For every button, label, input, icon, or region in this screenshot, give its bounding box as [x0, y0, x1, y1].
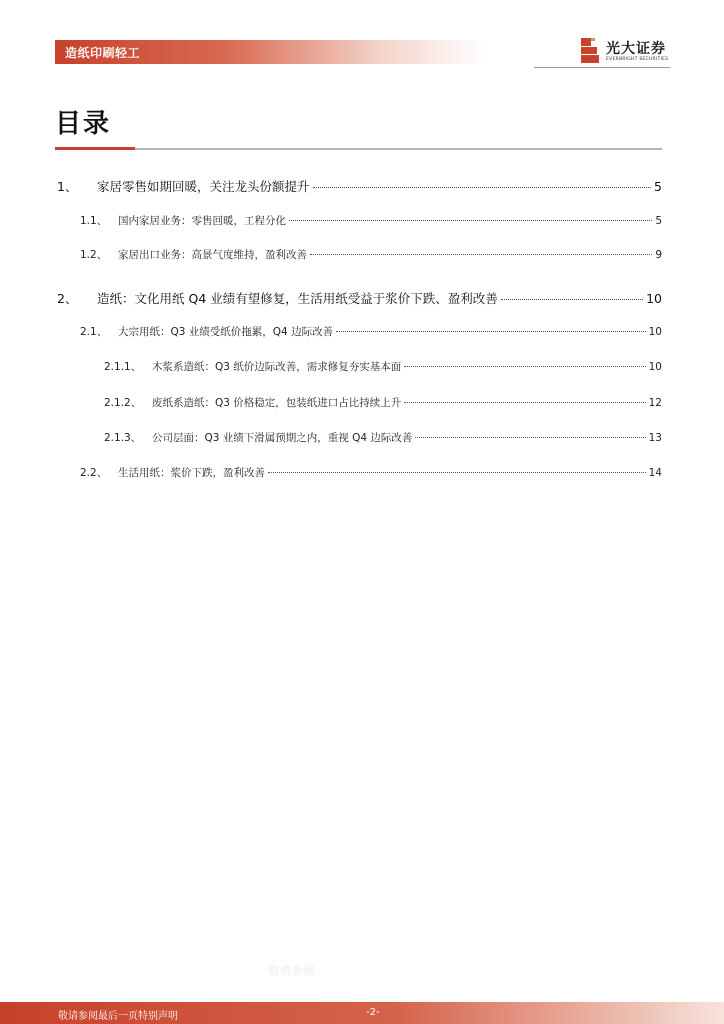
title-underline [135, 148, 662, 150]
header-section-label: 造纸印刷轻工 [65, 46, 141, 60]
toc-entry-page: 10 [648, 361, 662, 373]
toc-entry-number: 1、 [57, 179, 78, 194]
toc-leader-dots [268, 471, 646, 473]
toc-leader-dots [404, 401, 645, 403]
toc-entry-number: 2、 [57, 291, 78, 306]
toc-entry-title: 家居零售如期回暖，关注龙头份额提升 [97, 179, 310, 194]
toc-entry[interactable] [57, 177, 662, 195]
toc-entry-page: 9 [655, 249, 662, 261]
toc-entry-title: 国内家居业务：零售回暖，工程分化 [118, 215, 286, 227]
toc-entry-number: 2.1.2、 [104, 397, 142, 409]
toc-entry[interactable] [104, 395, 662, 410]
toc-entry[interactable] [80, 324, 662, 339]
header-divider [534, 67, 670, 68]
toc-leader-dots [310, 253, 652, 255]
toc-entry-page: 13 [648, 432, 662, 444]
toc-entry-page: 10 [646, 291, 662, 306]
header-section-band [55, 40, 485, 64]
toc-entry[interactable] [80, 247, 662, 262]
everbright-logo-icon [579, 37, 601, 65]
toc-leader-dots [501, 298, 643, 300]
toc-entry[interactable] [80, 213, 662, 228]
toc-entry-number: 1.2、 [80, 249, 108, 261]
toc-leader-dots [415, 436, 645, 438]
title-underline-accent [55, 147, 135, 150]
company-logo [579, 37, 671, 67]
toc-entry[interactable] [57, 289, 662, 307]
footer-disclaimer: 敬请参阅最后一页特别声明 [58, 1011, 178, 1022]
toc-entry-title: 废纸系造纸：Q3 价格稳定，包装纸进口占比持续上升 [152, 397, 402, 409]
toc-leader-dots [336, 330, 646, 332]
toc-leader-dots [313, 186, 652, 188]
toc-entry-title: 造纸：文化用纸 Q4 业绩有望修复，生活用纸受益于浆价下跌、盈利改善 [97, 291, 498, 306]
toc-entry-page: 5 [655, 215, 662, 227]
page-title: 目录 [55, 109, 112, 139]
toc-entry-title: 家居出口业务：高景气度维持，盈利改善 [118, 249, 307, 261]
toc-entry-number: 1.1、 [80, 215, 108, 227]
toc-entry-page: 5 [654, 179, 662, 194]
toc-leader-dots [289, 219, 652, 221]
footer-band [0, 1002, 724, 1024]
toc-entry[interactable] [104, 430, 662, 445]
toc-entry-title: 木浆系造纸：Q3 纸价边际改善，需求修复夯实基本面 [152, 361, 402, 373]
toc-entry[interactable] [80, 465, 662, 480]
toc-entry-number: 2.2、 [80, 467, 108, 479]
logo-chinese-name: 光大证券 [606, 41, 666, 57]
toc-entry-page: 12 [648, 397, 662, 409]
toc-entry-number: 2.1、 [80, 326, 108, 338]
toc-entry-title: 生活用纸：浆价下跌，盈利改善 [118, 467, 265, 479]
toc-entry-page: 10 [648, 326, 662, 338]
logo-english-name: EVERBRIGHT SECURITIES [606, 57, 669, 62]
toc-entry-page: 14 [648, 467, 662, 479]
toc-entry[interactable] [104, 359, 662, 374]
watermark: 敬请参阅 [268, 964, 316, 977]
toc-leader-dots [404, 365, 645, 367]
footer-page-number: -2- [366, 1007, 380, 1018]
toc-entry-number: 2.1.1、 [104, 361, 142, 373]
toc-entry-title: 公司层面：Q3 业绩下滑属预期之内，重视 Q4 边际改善 [152, 432, 413, 444]
toc-entry-number: 2.1.3、 [104, 432, 142, 444]
toc-entry-title: 大宗用纸：Q3 业绩受纸价拖累，Q4 边际改善 [118, 326, 334, 338]
